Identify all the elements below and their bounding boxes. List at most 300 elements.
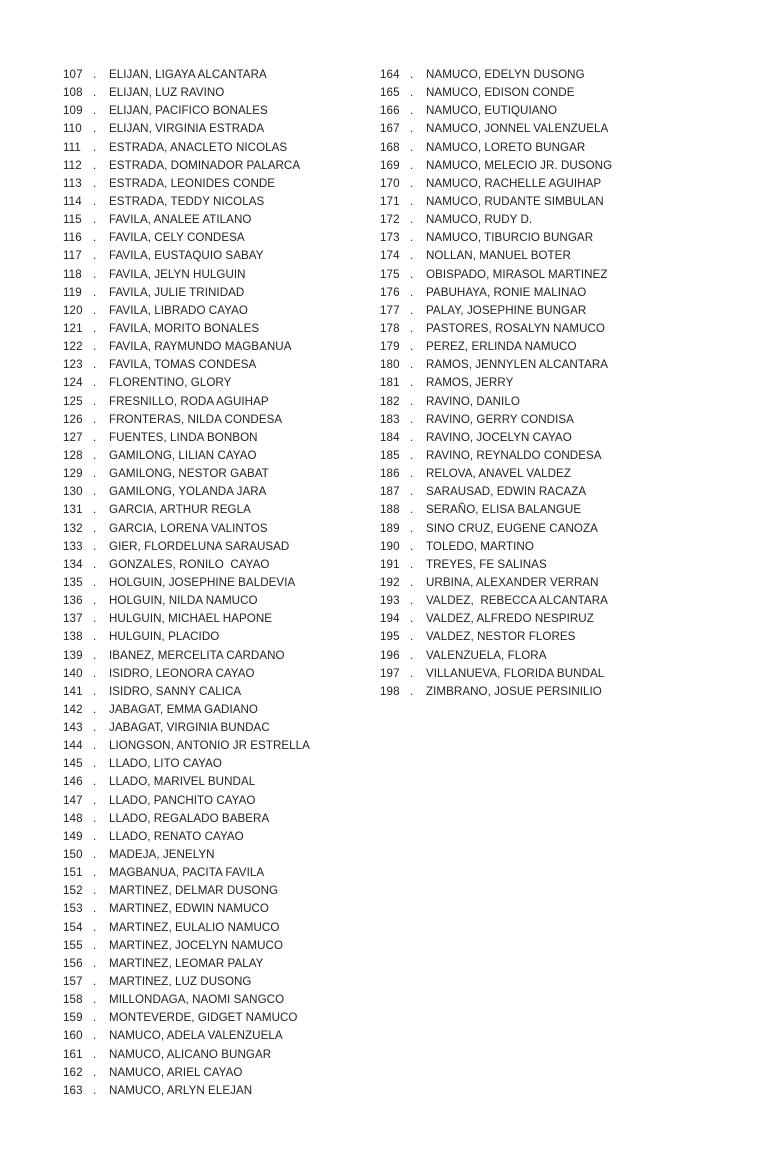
roster-entry-name: MARTINEZ, EULALIO NAMUCO	[109, 920, 280, 934]
roster-entry	[63, 919, 363, 937]
roster-entry-name: MARTINEZ, LUZ DUSONG	[109, 975, 252, 989]
roster-entry-separator: .	[410, 376, 414, 390]
roster-entry-name: MILLONDAGA, NAOMI SANGCO	[109, 993, 285, 1007]
roster-entry-name: FAVILA, ANALEE ATILANO	[109, 213, 252, 227]
roster-entry	[63, 882, 363, 900]
roster-entry	[63, 792, 363, 810]
roster-entry-separator: .	[93, 612, 97, 626]
roster-entry-name: ELIJAN, LUZ RAVINO	[109, 86, 225, 100]
roster-entry	[380, 211, 690, 229]
roster-entry-name: NAMUCO, RUDY D.	[426, 213, 533, 227]
roster-entry-separator: .	[93, 176, 97, 190]
roster-entry-separator: .	[93, 648, 97, 662]
roster-entry-name: LLADO, RENATO CAYAO	[109, 829, 244, 843]
roster-entry-name: RAVINO, JOCELYN CAYAO	[426, 430, 572, 444]
roster-entry	[380, 229, 690, 247]
roster-entry-name: ELIJAN, LIGAYA ALCANTARA	[109, 68, 267, 81]
roster-entry-name: FAVILA, LIBRADO CAYAO	[109, 303, 248, 317]
roster-entry	[380, 483, 690, 501]
roster-entry-number: 126	[63, 412, 83, 426]
roster-entry-separator: .	[93, 1065, 97, 1079]
roster-entry	[63, 665, 363, 683]
roster-entry-number: 111	[63, 140, 81, 154]
roster-entry	[380, 356, 690, 374]
roster-entry-name: IBANEZ, MERCELITA CARDANO	[109, 648, 285, 662]
roster-entry	[380, 501, 690, 519]
roster-entry	[63, 483, 363, 501]
roster-entry-number: 165	[380, 86, 400, 100]
roster-entry-number: 125	[63, 394, 83, 408]
roster-entry-name: LIONGSON, ANTONIO JR ESTRELLA	[109, 739, 310, 753]
roster-entry	[63, 120, 363, 138]
roster-entry-number: 172	[380, 213, 400, 227]
roster-entry-separator: .	[93, 721, 97, 735]
roster-entry-separator: .	[410, 648, 414, 662]
roster-entry-name: NAMUCO, ADELA VALENZUELA	[109, 1029, 283, 1043]
roster-entry	[380, 610, 690, 628]
roster-entry-number: 164	[380, 68, 400, 81]
roster-entry-number: 142	[63, 702, 83, 716]
roster-entry-name: ESTRADA, DOMINADOR PALARCA	[109, 158, 301, 172]
roster-entry	[63, 102, 363, 120]
roster-entry-name: GARCIA, ARTHUR REGLA	[109, 503, 251, 517]
roster-entry	[380, 302, 690, 320]
roster-entry-name: SINO CRUZ, EUGENE CANOZA	[426, 521, 598, 535]
roster-entry-number: 110	[63, 122, 82, 136]
roster-entry-number: 139	[63, 648, 83, 662]
roster-entry	[63, 175, 363, 193]
roster-entry-number: 171	[380, 194, 400, 208]
roster-entry	[380, 411, 690, 429]
roster-entry-separator: .	[410, 666, 414, 680]
roster-entry-number: 115	[63, 213, 82, 227]
roster-entry	[63, 719, 363, 737]
roster-entry	[63, 991, 363, 1009]
roster-entry-name: NAMUCO, ARLYN ELEJAN	[109, 1083, 253, 1097]
roster-entry-name: MARTINEZ, JOCELYN NAMUCO	[109, 938, 284, 952]
roster-entry-separator: .	[410, 158, 414, 172]
roster-entry-number: 150	[63, 848, 83, 862]
roster-entry-name: MARTINEZ, EDWIN NAMUCO	[109, 902, 269, 916]
roster-entry-separator: .	[93, 521, 97, 535]
roster-entry-number: 151	[63, 866, 83, 880]
roster-entry	[63, 465, 363, 483]
roster-entry-name: JABAGAT, EMMA GADIANO	[109, 702, 259, 716]
roster-entry-name: ISIDRO, SANNY CALICA	[109, 684, 242, 698]
roster-entry-number: 109	[63, 104, 83, 118]
roster-entry-name: VILLANUEVA, FLORIDA BUNDAL	[426, 666, 605, 680]
roster-entry-separator: .	[93, 811, 97, 825]
roster-entry-separator: .	[93, 938, 97, 952]
roster-entry-number: 174	[380, 249, 400, 263]
roster-entry	[380, 683, 690, 701]
roster-entry	[63, 755, 363, 773]
roster-entry-separator: .	[93, 158, 97, 172]
roster-entry-separator: .	[410, 467, 414, 481]
roster-entry	[63, 84, 363, 102]
roster-entry-number: 144	[63, 739, 83, 753]
roster-entry-separator: .	[93, 684, 97, 698]
roster-columns	[0, 66, 768, 1100]
roster-entry-name: HOLGUIN, NILDA NAMUCO	[109, 594, 258, 608]
roster-entry-name: MARTINEZ, LEOMAR PALAY	[109, 956, 264, 970]
roster-entry-name: OBISPADO, MIRASOL MARTINEZ	[426, 267, 608, 281]
roster-entry-name: SERAÑO, ELISA BALANGUE	[426, 503, 582, 517]
roster-entry-separator: .	[93, 376, 97, 390]
roster-entry-separator: .	[93, 920, 97, 934]
roster-entry-name: GIER, FLORDELUNA SARAUSAD	[109, 539, 290, 553]
roster-entry	[380, 538, 690, 556]
roster-entry-separator: .	[410, 303, 414, 317]
roster-entry-name: LLADO, REGALADO BABERA	[109, 811, 270, 825]
roster-entry-separator: .	[93, 249, 97, 263]
roster-entry	[63, 828, 363, 846]
roster-entry-name: RAMOS, JERRY	[426, 376, 514, 390]
roster-entry-name: NAMUCO, RACHELLE AGUIHAP	[426, 176, 602, 190]
roster-entry-number: 194	[380, 612, 400, 626]
roster-entry-number: 145	[63, 757, 83, 771]
roster-entry	[380, 66, 690, 84]
roster-entry-name: LLADO, PANCHITO CAYAO	[109, 793, 256, 807]
roster-entry-separator: .	[410, 485, 414, 499]
roster-entry-name: FAVILA, EUSTAQUIO SABAY	[109, 249, 264, 263]
roster-entry-number: 187	[380, 485, 400, 499]
roster-entry-number: 189	[380, 521, 400, 535]
roster-entry-number: 186	[380, 467, 400, 481]
roster-entry-number: 119	[63, 285, 82, 299]
roster-entry-name: JABAGAT, VIRGINIA BUNDAC	[109, 721, 270, 735]
roster-entry	[63, 157, 363, 175]
roster-entry	[380, 84, 690, 102]
roster-entry-separator: .	[93, 848, 97, 862]
roster-entry-number: 137	[63, 612, 83, 626]
roster-entry-number: 179	[380, 340, 400, 354]
roster-entry-name: HULGUIN, MICHAEL HAPONE	[109, 612, 273, 626]
roster-entry	[380, 647, 690, 665]
roster-entry-separator: .	[93, 993, 97, 1007]
roster-entry-separator: .	[93, 757, 97, 771]
roster-entry	[63, 139, 363, 157]
roster-entry-separator: .	[410, 104, 414, 118]
roster-entry-number: 140	[63, 666, 83, 680]
roster-entry-separator: .	[410, 285, 414, 299]
roster-entry-number: 188	[380, 503, 400, 517]
roster-entry-separator: .	[410, 176, 414, 190]
roster-entry-number: 175	[380, 267, 400, 281]
roster-entry-name: LLADO, MARIVEL BUNDAL	[109, 775, 256, 789]
roster-entry	[63, 501, 363, 519]
roster-entry-number: 129	[63, 467, 83, 481]
roster-entry-number: 192	[380, 575, 400, 589]
roster-entry-separator: .	[410, 321, 414, 335]
roster-entry-separator: .	[93, 557, 97, 571]
roster-entry-name: NAMUCO, RUDANTE SIMBULAN	[426, 194, 604, 208]
roster-entry-number: 108	[63, 86, 83, 100]
roster-entry-number: 117	[63, 249, 82, 263]
roster-entry-separator: .	[410, 358, 414, 372]
roster-entry-number: 178	[380, 321, 400, 335]
roster-entry-name: HULGUIN, PLACIDO	[109, 630, 220, 644]
roster-entry-separator: .	[93, 793, 97, 807]
roster-entry	[63, 846, 363, 864]
roster-entry	[380, 193, 690, 211]
roster-entry-separator: .	[410, 503, 414, 517]
roster-entry-number: 162	[63, 1065, 83, 1079]
roster-entry-name: TOLEDO, MARTINO	[426, 539, 534, 553]
roster-entry-name: FAVILA, MORITO BONALES	[109, 321, 260, 335]
roster-entry-number: 163	[63, 1083, 83, 1097]
roster-entry	[63, 973, 363, 991]
roster-entry-name: FAVILA, TOMAS CONDESA	[109, 358, 257, 372]
roster-entry-separator: .	[93, 884, 97, 898]
roster-entry	[380, 266, 690, 284]
roster-entry	[380, 429, 690, 447]
roster-entry	[63, 574, 363, 592]
roster-entry-name: NAMUCO, EDISON CONDE	[426, 86, 575, 100]
roster-entry-separator: .	[410, 557, 414, 571]
roster-entry	[63, 393, 363, 411]
roster-entry-number: 118	[63, 267, 82, 281]
roster-entry-name: GARCIA, LORENA VALINTOS	[109, 521, 268, 535]
roster-entry-name: FAVILA, JELYN HULGUIN	[109, 267, 246, 281]
roster-entry-name: GAMILONG, LILIAN CAYAO	[109, 448, 257, 462]
roster-entry-name: ESTRADA, LEONIDES CONDE	[109, 176, 276, 190]
roster-entry	[63, 701, 363, 719]
roster-entry-number: 183	[380, 412, 400, 426]
roster-entry	[63, 610, 363, 628]
roster-entry	[380, 175, 690, 193]
roster-entry	[380, 338, 690, 356]
roster-entry-number: 196	[380, 648, 400, 662]
roster-entry-separator: .	[93, 1011, 97, 1025]
roster-entry-name: ELIJAN, PACIFICO BONALES	[109, 104, 268, 118]
roster-entry-name: PASTORES, ROSALYN NAMUCO	[426, 321, 606, 335]
roster-entry-number: 173	[380, 231, 400, 245]
roster-entry-name: MAGBANUA, PACITA FAVILA	[109, 866, 265, 880]
roster-entry-number: 170	[380, 176, 400, 190]
roster-column-left	[63, 66, 363, 1100]
roster-entry	[63, 1064, 363, 1082]
roster-entry-separator: .	[93, 630, 97, 644]
roster-entry-separator: .	[410, 231, 414, 245]
roster-entry	[380, 393, 690, 411]
roster-entry-name: ESTRADA, ANACLETO NICOLAS	[109, 140, 288, 154]
roster-entry-number: 114	[63, 194, 82, 208]
roster-entry-number: 152	[63, 884, 83, 898]
roster-entry-name: URBINA, ALEXANDER VERRAN	[426, 575, 599, 589]
roster-entry-number: 191	[380, 557, 400, 571]
roster-entry-number: 180	[380, 358, 400, 372]
roster-entry-number: 154	[63, 920, 83, 934]
roster-entry	[380, 247, 690, 265]
roster-entry-number: 149	[63, 829, 83, 843]
roster-entry	[63, 683, 363, 701]
roster-entry-separator: .	[93, 702, 97, 716]
roster-entry-separator: .	[410, 249, 414, 263]
roster-entry	[380, 139, 690, 157]
roster-entry	[380, 447, 690, 465]
roster-entry-separator: .	[93, 829, 97, 843]
roster-entry-name: NAMUCO, LORETO BUNGAR	[426, 140, 586, 154]
roster-entry	[63, 284, 363, 302]
roster-entry-number: 161	[63, 1047, 83, 1061]
roster-entry-name: FLORENTINO, GLORY	[109, 376, 232, 390]
roster-entry-number: 158	[63, 993, 83, 1007]
roster-entry-separator: .	[93, 448, 97, 462]
roster-entry-separator: .	[93, 975, 97, 989]
roster-entry-separator: .	[93, 86, 97, 100]
roster-entry-number: 197	[380, 666, 400, 680]
roster-entry-name: VALDEZ, ALFREDO NESPIRUZ	[426, 612, 594, 626]
roster-entry-separator: .	[93, 739, 97, 753]
roster-entry	[380, 574, 690, 592]
roster-entry-name: PALAY, JOSEPHINE BUNGAR	[426, 303, 587, 317]
roster-entry-number: 195	[380, 630, 400, 644]
roster-entry-number: 156	[63, 956, 83, 970]
roster-entry-name: ZIMBRANO, JOSUE PERSINILIO	[426, 684, 602, 698]
roster-entry-name: PEREZ, ERLINDA NAMUCO	[426, 340, 577, 354]
roster-entry-number: 113	[63, 176, 82, 190]
roster-entry-separator: .	[410, 630, 414, 644]
roster-entry	[63, 338, 363, 356]
roster-entry-separator: .	[410, 412, 414, 426]
roster-entry	[380, 665, 690, 683]
roster-entry	[63, 628, 363, 646]
roster-entry-name: NAMUCO, MELECIO JR. DUSONG	[426, 158, 613, 172]
roster-entry-number: 138	[63, 630, 83, 644]
roster-entry-separator: .	[410, 575, 414, 589]
roster-entry-separator: .	[410, 122, 414, 136]
roster-entry	[63, 1046, 363, 1064]
roster-entry-separator: .	[93, 594, 97, 608]
roster-entry-separator: .	[93, 467, 97, 481]
roster-entry-name: LLADO, LITO CAYAO	[109, 757, 222, 771]
roster-entry-number: 168	[380, 140, 400, 154]
roster-entry-number: 159	[63, 1011, 83, 1025]
roster-entry	[63, 520, 363, 538]
roster-entry-separator: .	[410, 521, 414, 535]
roster-entry-separator: .	[93, 231, 97, 245]
roster-entry-separator: .	[410, 430, 414, 444]
roster-entry-separator: .	[410, 684, 414, 698]
roster-entry	[63, 538, 363, 556]
roster-entry-separator: .	[93, 430, 97, 444]
roster-entry	[380, 628, 690, 646]
roster-entry-number: 157	[63, 975, 83, 989]
roster-entry-separator: .	[93, 866, 97, 880]
roster-entry	[63, 66, 363, 84]
roster-entry-number: 121	[63, 321, 83, 335]
roster-entry-name: NOLLAN, MANUEL BOTER	[426, 249, 571, 263]
roster-entry-name: VALENZUELA, FLORA	[426, 648, 547, 662]
roster-entry-separator: .	[410, 340, 414, 354]
roster-entry-separator: .	[410, 448, 414, 462]
roster-entry	[380, 284, 690, 302]
roster-entry	[63, 556, 363, 574]
roster-entry-number: 134	[63, 557, 83, 571]
roster-entry-number: 127	[63, 430, 83, 444]
roster-entry-number: 193	[380, 594, 400, 608]
roster-entry-number: 166	[380, 104, 400, 118]
roster-entry-name: NAMUCO, ARIEL CAYAO	[109, 1065, 243, 1079]
roster-entry	[380, 320, 690, 338]
roster-entry	[380, 520, 690, 538]
roster-entry-number: 136	[63, 594, 83, 608]
roster-entry-name: SARAUSAD, EDWIN RACAZA	[426, 485, 587, 499]
roster-entry	[63, 429, 363, 447]
roster-entry-name: FRONTERAS, NILDA CONDESA	[109, 412, 283, 426]
roster-entry-separator: .	[410, 86, 414, 100]
roster-entry-separator: .	[93, 104, 97, 118]
roster-entry-name: NAMUCO, EUTIQUIANO	[426, 104, 558, 118]
roster-entry-name: HOLGUIN, JOSEPHINE BALDEVIA	[109, 575, 296, 589]
roster-entry-number: 112	[63, 158, 82, 172]
roster-entry-number: 198	[380, 684, 400, 698]
roster-entry-separator: .	[93, 285, 97, 299]
roster-entry-name: NAMUCO, JONNEL VALENZUELA	[426, 122, 609, 136]
roster-entry-number: 131	[63, 503, 83, 517]
roster-entry	[63, 411, 363, 429]
roster-entry-separator: .	[410, 267, 414, 281]
roster-entry-separator: .	[93, 267, 97, 281]
roster-entry-name: ISIDRO, LEONORA CAYAO	[109, 666, 255, 680]
roster-entry-number: 122	[63, 340, 83, 354]
roster-entry-separator: .	[410, 68, 414, 81]
roster-entry	[63, 302, 363, 320]
roster-entry	[380, 374, 690, 392]
roster-entry-name: RELOVA, ANAVEL VALDEZ	[426, 467, 571, 481]
roster-entry-number: 133	[63, 539, 83, 553]
roster-entry-separator: .	[93, 122, 97, 136]
roster-entry-number: 160	[63, 1029, 83, 1043]
roster-entry-number: 181	[380, 376, 400, 390]
roster-entry	[380, 556, 690, 574]
roster-entry-separator: .	[93, 503, 97, 517]
roster-entry-number: 182	[380, 394, 400, 408]
roster-entry-name: MONTEVERDE, GIDGET NAMUCO	[109, 1011, 298, 1025]
roster-entry-separator: .	[93, 303, 97, 317]
roster-entry	[63, 592, 363, 610]
roster-entry	[63, 247, 363, 265]
roster-entry-separator: .	[93, 1029, 97, 1043]
roster-entry-name: RAVINO, DANILO	[426, 394, 520, 408]
roster-entry-separator: .	[93, 358, 97, 372]
roster-entry-separator: .	[93, 394, 97, 408]
roster-entry-separator: .	[410, 213, 414, 227]
roster-entry	[380, 592, 690, 610]
roster-entry-separator: .	[93, 956, 97, 970]
roster-entry-separator: .	[93, 1083, 97, 1097]
roster-entry	[63, 193, 363, 211]
roster-entry-separator: .	[410, 394, 414, 408]
roster-entry	[63, 211, 363, 229]
roster-entry-name: ELIJAN, VIRGINIA ESTRADA	[109, 122, 265, 136]
roster-entry-name: PABUHAYA, RONIE MALINAO	[426, 285, 587, 299]
roster-entry-name: MADEJA, JENELYN	[109, 848, 215, 862]
roster-entry-name: NAMUCO, ALICANO BUNGAR	[109, 1047, 272, 1061]
roster-entry-number: 107	[63, 68, 83, 81]
roster-entry-name: FAVILA, CELY CONDESA	[109, 231, 245, 245]
roster-entry	[380, 102, 690, 120]
roster-entry-name: VALDEZ, REBECCA ALCANTARA	[426, 594, 608, 608]
roster-entry	[63, 229, 363, 247]
roster-entry-separator: .	[93, 68, 97, 81]
roster-entry-number: 176	[380, 285, 400, 299]
roster-entry-number: 135	[63, 575, 83, 589]
roster-entry-separator: .	[410, 612, 414, 626]
roster-column-right	[380, 66, 690, 701]
roster-entry	[63, 266, 363, 284]
